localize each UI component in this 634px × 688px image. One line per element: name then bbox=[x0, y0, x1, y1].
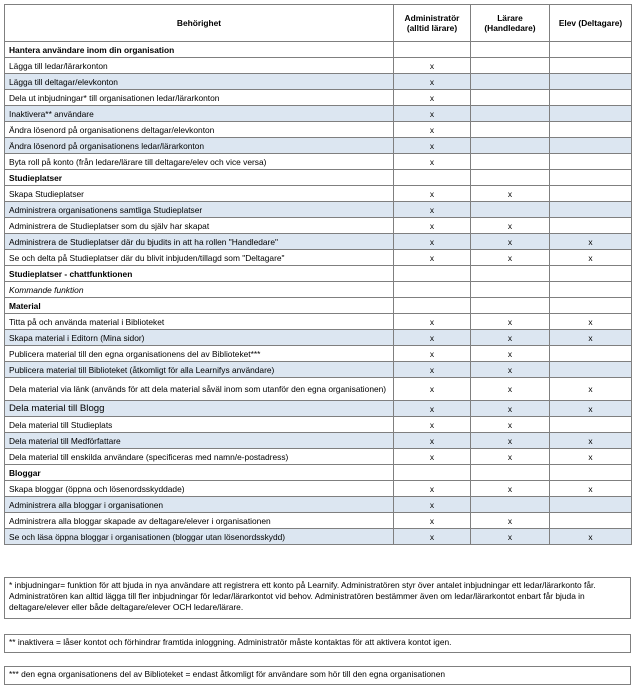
permission-cell: Administrera de Studieplatser där du bjudits in att ha rollen "Handledare" bbox=[5, 234, 394, 250]
table-row bbox=[5, 401, 632, 417]
table-row bbox=[5, 449, 632, 465]
table-row bbox=[5, 138, 632, 154]
teacher-cell: x bbox=[471, 417, 550, 433]
student-cell bbox=[550, 170, 632, 186]
administrator-cell bbox=[394, 298, 471, 314]
teacher-cell: x bbox=[471, 433, 550, 449]
permission-cell: Skapa material i Editorn (Mina sidor) bbox=[5, 330, 394, 346]
header-administrator-subtitle: (alltid lärare) bbox=[406, 23, 458, 33]
administrator-cell: x bbox=[394, 202, 471, 218]
student-cell bbox=[550, 106, 632, 122]
administrator-cell bbox=[394, 465, 471, 481]
permission-cell: Studieplatser bbox=[5, 170, 394, 186]
administrator-cell: x bbox=[394, 90, 471, 106]
table-row bbox=[5, 58, 632, 74]
header-permission: Behörighet bbox=[5, 5, 394, 42]
teacher-cell bbox=[471, 90, 550, 106]
administrator-cell bbox=[394, 282, 471, 298]
teacher-cell bbox=[471, 202, 550, 218]
student-cell bbox=[550, 346, 632, 362]
student-cell bbox=[550, 58, 632, 74]
administrator-cell: x bbox=[394, 138, 471, 154]
table-row bbox=[5, 90, 632, 106]
permission-cell: Hantera användare inom din organisation bbox=[5, 42, 394, 58]
teacher-cell bbox=[471, 170, 550, 186]
teacher-cell: x bbox=[471, 401, 550, 417]
section-header-row bbox=[5, 266, 632, 282]
administrator-cell: x bbox=[394, 346, 471, 362]
student-cell bbox=[550, 138, 632, 154]
permission-cell: Dela material via länk (används för att dela material såväl inom som utanför den egna organisationen) bbox=[5, 378, 394, 401]
section-header-row bbox=[5, 170, 632, 186]
header-teacher-subtitle: (Handledare) bbox=[484, 23, 536, 33]
student-cell bbox=[550, 298, 632, 314]
table-row bbox=[5, 330, 632, 346]
table-row bbox=[5, 513, 632, 529]
administrator-cell bbox=[394, 170, 471, 186]
administrator-cell: x bbox=[394, 417, 471, 433]
administrator-cell: x bbox=[394, 74, 471, 90]
permissions-table-body bbox=[5, 42, 632, 545]
table-row bbox=[5, 106, 632, 122]
permission-cell: Publicera material till den egna organisationens del av Biblioteket*** bbox=[5, 346, 394, 362]
teacher-cell bbox=[471, 122, 550, 138]
administrator-cell: x bbox=[394, 362, 471, 378]
permission-cell: Publicera material till Biblioteket (åtkomligt för alla Learnifys användare) bbox=[5, 362, 394, 378]
student-cell bbox=[550, 202, 632, 218]
administrator-cell: x bbox=[394, 218, 471, 234]
administrator-cell: x bbox=[394, 186, 471, 202]
header-teacher-title: Lärare bbox=[497, 13, 523, 23]
permission-cell: Administrera organisationens samtliga Studieplatser bbox=[5, 202, 394, 218]
teacher-cell: x bbox=[471, 513, 550, 529]
administrator-cell: x bbox=[394, 529, 471, 545]
permission-cell: Lägga till deltagar/elevkonton bbox=[5, 74, 394, 90]
administrator-cell: x bbox=[394, 433, 471, 449]
permissions-table bbox=[4, 4, 632, 545]
teacher-cell bbox=[471, 497, 550, 513]
teacher-cell: x bbox=[471, 378, 550, 401]
teacher-cell: x bbox=[471, 250, 550, 266]
permission-cell: Material bbox=[5, 298, 394, 314]
table-row bbox=[5, 186, 632, 202]
permission-cell: Dela material till Blogg bbox=[5, 401, 394, 417]
student-cell bbox=[550, 513, 632, 529]
permission-cell: Administrera alla bloggar skapade av deltagare/elever i organisationen bbox=[5, 513, 394, 529]
student-cell: x bbox=[550, 250, 632, 266]
student-cell: x bbox=[550, 330, 632, 346]
permission-cell: Lägga till ledar/lärarkonton bbox=[5, 58, 394, 74]
administrator-cell: x bbox=[394, 378, 471, 401]
permission-cell: Administrera alla bloggar i organisationen bbox=[5, 497, 394, 513]
teacher-cell: x bbox=[471, 481, 550, 497]
student-cell bbox=[550, 90, 632, 106]
permission-cell: Byta roll på konto (från ledare/lärare till deltagare/elev och vice versa) bbox=[5, 154, 394, 170]
administrator-cell: x bbox=[394, 401, 471, 417]
footnote-library: *** den egna organisationens del av Biblioteket = endast åtkomligt för användare som hör till den egna organisationen bbox=[4, 666, 631, 685]
teacher-cell bbox=[471, 74, 550, 90]
student-cell: x bbox=[550, 378, 632, 401]
student-cell: x bbox=[550, 449, 632, 465]
teacher-cell: x bbox=[471, 449, 550, 465]
permission-cell: Bloggar bbox=[5, 465, 394, 481]
table-row bbox=[5, 218, 632, 234]
table-row bbox=[5, 282, 632, 298]
header-administrator bbox=[394, 5, 471, 42]
permission-cell: Dela ut inbjudningar* till organisationen ledar/lärarkonton bbox=[5, 90, 394, 106]
teacher-cell: x bbox=[471, 362, 550, 378]
permission-cell: Dela material till enskilda användare (specificeras med namn/e-postadress) bbox=[5, 449, 394, 465]
table-row bbox=[5, 497, 632, 513]
footnote-invitations: * inbjudningar= funktion för att bjuda in nya användare att registrera ett konto på Learnify. Administratören styr över antalet inbjudningar ett ledar/lärarkonto får. Administratören kan alltid lägga till fler inbjudningar för ledar/lärarkontot vid behov. Administratören bestämmer även om ledar/lärarkontot enbart får bjuda in deltagare/elever eller både deltagare/elever OCH ledare/lärare. bbox=[4, 577, 631, 619]
teacher-cell: x bbox=[471, 346, 550, 362]
student-cell bbox=[550, 266, 632, 282]
administrator-cell: x bbox=[394, 106, 471, 122]
header-student: Elev (Deltagare) bbox=[550, 5, 632, 42]
teacher-cell bbox=[471, 298, 550, 314]
administrator-cell: x bbox=[394, 250, 471, 266]
administrator-cell: x bbox=[394, 154, 471, 170]
table-row bbox=[5, 314, 632, 330]
administrator-cell: x bbox=[394, 234, 471, 250]
permission-cell: Titta på och använda material i Biblioteket bbox=[5, 314, 394, 330]
header-teacher bbox=[471, 5, 550, 42]
teacher-cell: x bbox=[471, 234, 550, 250]
administrator-cell: x bbox=[394, 497, 471, 513]
teacher-cell bbox=[471, 282, 550, 298]
student-cell: x bbox=[550, 529, 632, 545]
permission-cell: Ändra lösenord på organisationens deltagar/elevkonton bbox=[5, 122, 394, 138]
table-row bbox=[5, 481, 632, 497]
student-cell bbox=[550, 282, 632, 298]
student-cell bbox=[550, 122, 632, 138]
footnote-inactivate: ** inaktivera = låser kontot och förhindrar framtida inloggning. Administratör måste kontaktas för att aktivera kontot igen. bbox=[4, 634, 631, 653]
permission-cell: Dela material till Medförfattare bbox=[5, 433, 394, 449]
header-administrator-title: Administratör bbox=[404, 13, 460, 23]
administrator-cell: x bbox=[394, 58, 471, 74]
student-cell: x bbox=[550, 401, 632, 417]
teacher-cell bbox=[471, 266, 550, 282]
administrator-cell: x bbox=[394, 513, 471, 529]
table-row bbox=[5, 234, 632, 250]
teacher-cell: x bbox=[471, 314, 550, 330]
table-row bbox=[5, 122, 632, 138]
student-cell bbox=[550, 417, 632, 433]
table-row bbox=[5, 378, 632, 401]
administrator-cell: x bbox=[394, 122, 471, 138]
student-cell bbox=[550, 154, 632, 170]
table-row bbox=[5, 417, 632, 433]
student-cell: x bbox=[550, 433, 632, 449]
administrator-cell: x bbox=[394, 481, 471, 497]
section-header-row bbox=[5, 42, 632, 58]
teacher-cell bbox=[471, 154, 550, 170]
student-cell bbox=[550, 218, 632, 234]
permission-cell: Dela material till Studieplats bbox=[5, 417, 394, 433]
administrator-cell: x bbox=[394, 314, 471, 330]
student-cell bbox=[550, 497, 632, 513]
permission-cell: Ändra lösenord på organisationens ledar/lärarkonton bbox=[5, 138, 394, 154]
table-row bbox=[5, 433, 632, 449]
permission-cell: Se och delta på Studieplatser där du blivit inbjuden/tillagd som "Deltagare" bbox=[5, 250, 394, 266]
table-row bbox=[5, 154, 632, 170]
table-row bbox=[5, 346, 632, 362]
table-row bbox=[5, 202, 632, 218]
table-row bbox=[5, 250, 632, 266]
student-cell: x bbox=[550, 314, 632, 330]
permission-cell: Skapa bloggar (öppna och lösenordsskyddade) bbox=[5, 481, 394, 497]
teacher-cell bbox=[471, 138, 550, 154]
teacher-cell bbox=[471, 42, 550, 58]
student-cell: x bbox=[550, 234, 632, 250]
table-row bbox=[5, 74, 632, 90]
student-cell bbox=[550, 74, 632, 90]
teacher-cell: x bbox=[471, 218, 550, 234]
permission-cell: Inaktivera** användare bbox=[5, 106, 394, 122]
administrator-cell: x bbox=[394, 449, 471, 465]
administrator-cell bbox=[394, 42, 471, 58]
student-cell bbox=[550, 465, 632, 481]
teacher-cell: x bbox=[471, 330, 550, 346]
administrator-cell: x bbox=[394, 330, 471, 346]
table-row bbox=[5, 362, 632, 378]
administrator-cell bbox=[394, 266, 471, 282]
teacher-cell bbox=[471, 106, 550, 122]
section-header-row bbox=[5, 465, 632, 481]
teacher-cell bbox=[471, 465, 550, 481]
table-header-row bbox=[5, 5, 632, 42]
teacher-cell: x bbox=[471, 186, 550, 202]
student-cell bbox=[550, 42, 632, 58]
student-cell bbox=[550, 362, 632, 378]
section-header-row bbox=[5, 298, 632, 314]
permission-cell: Kommande funktion bbox=[5, 282, 394, 298]
permission-cell: Skapa Studieplatser bbox=[5, 186, 394, 202]
student-cell bbox=[550, 186, 632, 202]
student-cell: x bbox=[550, 481, 632, 497]
teacher-cell bbox=[471, 58, 550, 74]
permission-cell: Se och läsa öppna bloggar i organisationen (bloggar utan lösenordsskydd) bbox=[5, 529, 394, 545]
permission-cell: Administrera de Studieplatser som du själv har skapat bbox=[5, 218, 394, 234]
permission-cell: Studieplatser - chattfunktionen bbox=[5, 266, 394, 282]
table-row bbox=[5, 529, 632, 545]
teacher-cell: x bbox=[471, 529, 550, 545]
